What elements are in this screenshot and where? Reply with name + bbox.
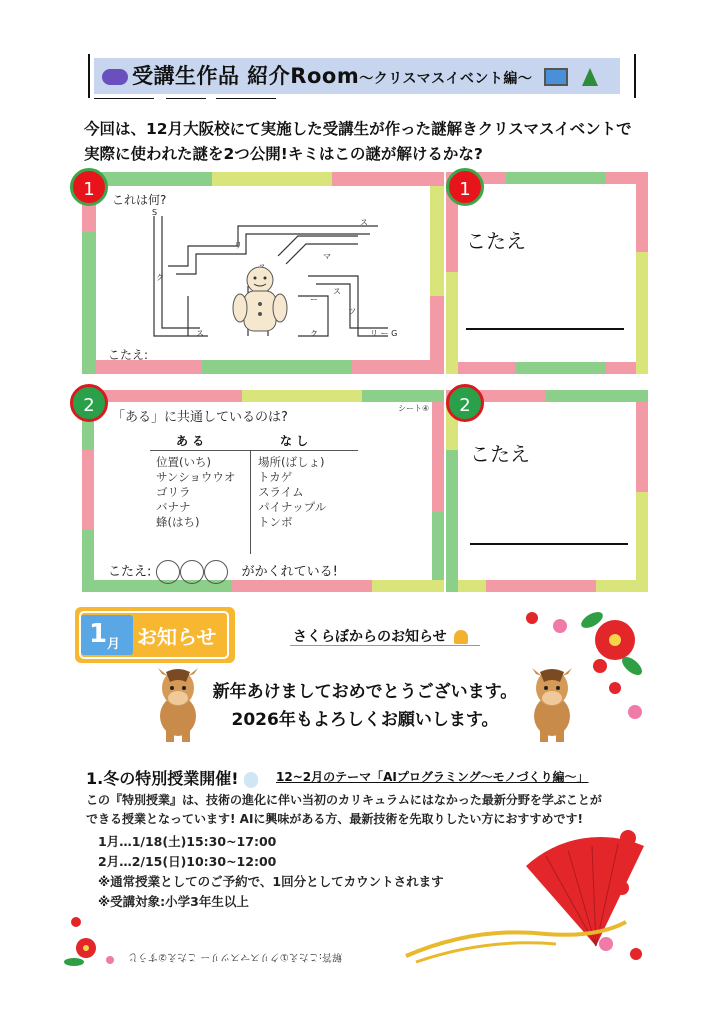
puzzle-number-badge: 1 bbox=[70, 168, 108, 206]
special-class-schedule bbox=[98, 832, 444, 912]
description-line: できる授業となっています! AIに興味がある方、最新技術を先取りしたい方におすすめです! bbox=[86, 812, 583, 826]
maze-letter: ー bbox=[310, 295, 318, 304]
christmas-tree-icon bbox=[582, 68, 598, 86]
maze-letter: リ ー G bbox=[370, 329, 398, 338]
answer-card-label: こたえ bbox=[466, 229, 526, 253]
answer-card-1 bbox=[446, 172, 648, 374]
maze-letter: S bbox=[152, 208, 158, 217]
maze-letter: ツ bbox=[348, 307, 356, 316]
maze-letter: ク bbox=[156, 273, 164, 282]
description-line: この『特別授業』は、技術の進化に伴い当初のカリキュラムにはなかった最新分野を学ぶことが bbox=[86, 793, 602, 807]
maze-letter: ス bbox=[333, 287, 341, 296]
news-heading: さくらぼからのお知らせ bbox=[293, 626, 468, 646]
blank-circle[interactable] bbox=[156, 560, 180, 584]
schedule-item: 2月…2/15(日)10:30~12:00 bbox=[98, 854, 277, 869]
sheet-label: シート④ bbox=[398, 404, 430, 413]
blank-circle[interactable] bbox=[204, 560, 228, 584]
blank-circle[interactable] bbox=[180, 560, 204, 584]
nashi-item: トカゲ bbox=[258, 470, 293, 484]
answer-number-badge: 1 bbox=[446, 168, 484, 206]
puzzle-number-badge: 2 bbox=[70, 384, 108, 422]
mirrored-answer-text: 解答:こたえ①クリスマスツリー こたえ②すうじ bbox=[128, 951, 343, 962]
aru-nashi-table bbox=[150, 432, 360, 556]
maze-figure bbox=[148, 206, 410, 346]
col-header-aru: あ る bbox=[176, 434, 205, 448]
maze-letter: リ bbox=[234, 241, 242, 250]
title-bracket-left bbox=[88, 54, 90, 98]
intro-line: 実際に使われた謎を2つ公開!キミはこの謎が解けるかな? bbox=[84, 145, 483, 163]
intro-text bbox=[84, 117, 644, 167]
greeting-line: 2026年もよろしくお願いします。 bbox=[231, 710, 499, 730]
maze-letter: ク bbox=[310, 329, 318, 338]
answer-line[interactable] bbox=[466, 328, 624, 330]
puzzle-answer-label: こたえ: bbox=[108, 348, 149, 362]
puzzle-answer-suffix: がかくれている! bbox=[241, 564, 338, 580]
gamepad-icon bbox=[102, 69, 128, 85]
special-class-theme: 12~2月のテーマ「AIプログラミング～モノづくり編～」 bbox=[276, 770, 589, 784]
answer-line[interactable] bbox=[470, 543, 628, 545]
maze-letter: ス bbox=[196, 329, 204, 338]
puzzle-question: 「ある」に共通しているのは? bbox=[112, 410, 288, 425]
folding-fan-decoration bbox=[396, 826, 646, 966]
new-year-greeting bbox=[205, 678, 525, 734]
page-title-banner bbox=[88, 50, 636, 102]
bell-icon bbox=[454, 630, 468, 644]
page-title: 受講生作品 紹介Room～クリスマスイベント編～ bbox=[102, 60, 598, 90]
aru-item: ゴリラ bbox=[156, 485, 191, 499]
special-class-description bbox=[86, 791, 626, 829]
maze-letter: ス bbox=[360, 218, 368, 227]
january-news-badge bbox=[75, 607, 235, 663]
intro-line: 今回は、12月大阪校にて実施した受講生が作った謎解きクリスマスイベントで bbox=[84, 120, 632, 138]
nashi-item: 場所(ばしょ) bbox=[258, 455, 325, 469]
january-news-label: お知らせ bbox=[137, 625, 217, 649]
answer-card-label: こたえ bbox=[470, 442, 530, 466]
aru-item: 位置(いち) bbox=[156, 455, 211, 469]
title-underline bbox=[166, 98, 206, 99]
aru-item: サンショウウオ bbox=[156, 470, 236, 484]
schedule-note: ※通常授業としてのご予約で、1回分としてカウントされます bbox=[98, 874, 444, 889]
nashi-item: スライム bbox=[258, 485, 304, 499]
answer-card-2 bbox=[446, 390, 648, 592]
nashi-item: パイナップル bbox=[258, 500, 327, 514]
aru-item: バナナ bbox=[156, 500, 191, 514]
schedule-item: 1月…1/18(土)15:30~17:00 bbox=[98, 834, 277, 849]
puzzle-answer-row bbox=[108, 560, 338, 584]
greeting-line: 新年あけましておめでとうございます。 bbox=[212, 682, 518, 702]
aru-item: 蜂(はち) bbox=[156, 515, 200, 529]
schedule-note: ※受講対象:小学3年生以上 bbox=[98, 894, 249, 909]
computer-icon bbox=[544, 68, 568, 86]
title-underline bbox=[94, 98, 154, 99]
maze-letter: マ bbox=[323, 252, 331, 261]
january-calendar-icon: 1 月 bbox=[81, 615, 133, 655]
puzzle-answer-label: こたえ: bbox=[108, 564, 152, 580]
title-underline bbox=[216, 98, 276, 99]
news-heading-underline bbox=[290, 645, 480, 646]
answer-number-badge: 2 bbox=[446, 384, 484, 422]
title-bracket-right bbox=[634, 54, 636, 98]
plum-blossom-decoration bbox=[62, 912, 132, 972]
gingerbread-icon bbox=[233, 267, 287, 331]
horse-icon bbox=[150, 668, 206, 744]
snowman-icon bbox=[244, 772, 258, 788]
plum-blossom-decoration bbox=[520, 606, 650, 726]
nashi-item: トンボ bbox=[258, 515, 293, 529]
col-header-nashi: な し bbox=[280, 434, 309, 448]
special-class-title: 1.冬の特別授業開催! bbox=[86, 766, 258, 789]
puzzle-question: これは何? bbox=[112, 193, 167, 207]
